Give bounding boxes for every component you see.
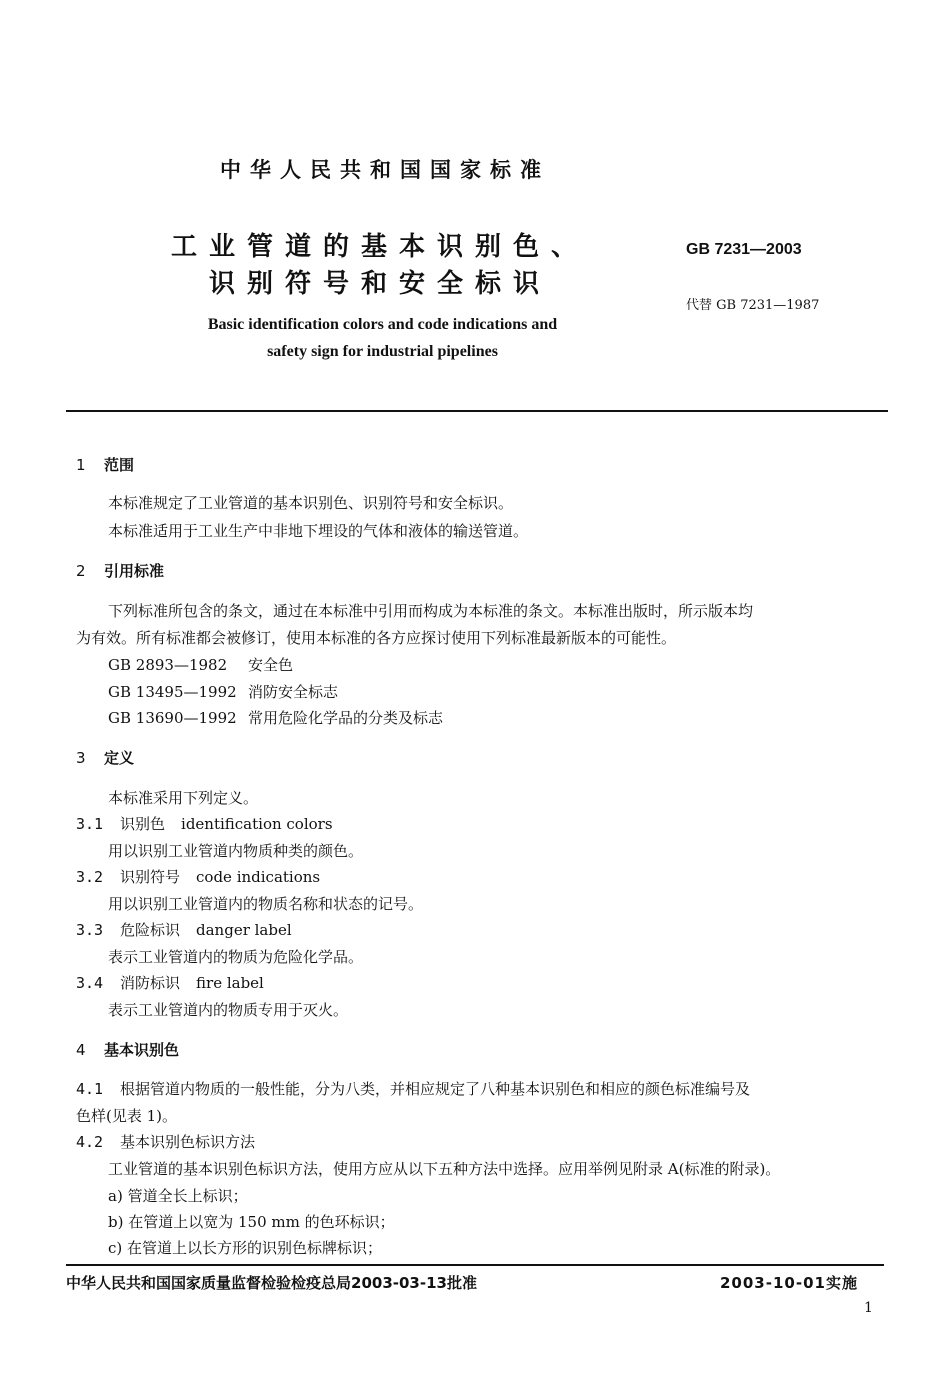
- section-2-heading: 2 引用标准: [76, 562, 165, 580]
- implementation-date: 2003-10-01实施: [720, 1274, 858, 1292]
- section-2-p1-line1: 下列标准所包含的条文，通过在本标准中引用而构成为本标准的条文。本标准出版时，所示版本均: [108, 602, 754, 620]
- footer-rule: [66, 1264, 884, 1266]
- section-1-p2: 本标准适用于工业生产中非地下埋设的气体和液体的输送管道。: [108, 522, 529, 540]
- definition-text: 用以识别工业管道内的物质名称和状态的记号。: [108, 895, 424, 913]
- section-4-heading: 4 基本识别色: [76, 1041, 180, 1059]
- section-1-heading: 1 范围: [76, 456, 135, 474]
- definition-text: 表示工业管道内的物质专用于灭火。: [108, 1001, 349, 1019]
- approval-statement: 中华人民共和国国家质量监督检验检疫总局2003-03-13批准: [66, 1274, 477, 1292]
- section-3-intro: 本标准采用下列定义。: [108, 789, 259, 807]
- title-en-line1: Basic identification colors and code indications and: [207, 316, 558, 333]
- clause-4-2-title: 4.2 基本识别色标识方法: [76, 1133, 256, 1151]
- title-cn-line2: 识别符号和安全标识: [208, 269, 551, 299]
- clause-4-1-line2: 色样(见表 1)。: [76, 1107, 178, 1125]
- reference-standard: GB 13690—1992 常用危险化学品的分类及标志: [108, 709, 444, 727]
- section-2-p1-line2: 为有效。所有标准都会被修订，使用本标准的各方应探讨使用下列标准最新版本的可能性。: [76, 629, 677, 647]
- header-rule: [66, 410, 888, 412]
- list-item: a) 管道全长上标识；: [108, 1187, 248, 1205]
- page-number: 1: [864, 1300, 873, 1316]
- standard-number: GB 7231—2003: [686, 241, 802, 258]
- national-standard-heading: 中华人民共和国国家标准: [220, 158, 550, 182]
- replaces-standard: 代替 GB 7231—1987: [686, 298, 820, 313]
- title-en-line2: safety sign for industrial pipelines: [267, 343, 498, 360]
- title-cn-line1: 工业管道的基本识别色、: [170, 232, 589, 262]
- definition-term: 3.3 危险标识 danger label: [76, 921, 292, 939]
- reference-standard: GB 13495—1992 消防安全标志: [108, 683, 339, 701]
- definition-term: 3.1 识别色 identification colors: [76, 815, 333, 833]
- section-1-p1: 本标准规定了工业管道的基本识别色、识别符号和安全标识。: [108, 494, 514, 512]
- definition-term: 3.4 消防标识 fire label: [76, 974, 264, 992]
- reference-standard: GB 2893—1982 安全色: [108, 656, 294, 674]
- definition-text: 表示工业管道内的物质为危险化学品。: [108, 948, 364, 966]
- definition-text: 用以识别工业管道内物质种类的颜色。: [108, 842, 364, 860]
- definition-term: 3.2 识别符号 code indications: [76, 868, 321, 886]
- clause-4-1-line1: 4.1 根据管道内物质的一般性能，分为八类，并相应规定了八种基本识别色和相应的颜色标准编号及: [76, 1080, 751, 1098]
- list-item: b) 在管道上以宽为 150 mm 的色环标识；: [108, 1213, 395, 1231]
- list-item: c) 在管道上以长方形的识别色标牌标识；: [108, 1239, 383, 1257]
- clause-4-2-text: 工业管道的基本识别色标识方法，使用方应从以下五种方法中选择。应用举例见附录 A(标准的附录)。: [108, 1160, 781, 1178]
- section-3-heading: 3 定义: [76, 749, 135, 767]
